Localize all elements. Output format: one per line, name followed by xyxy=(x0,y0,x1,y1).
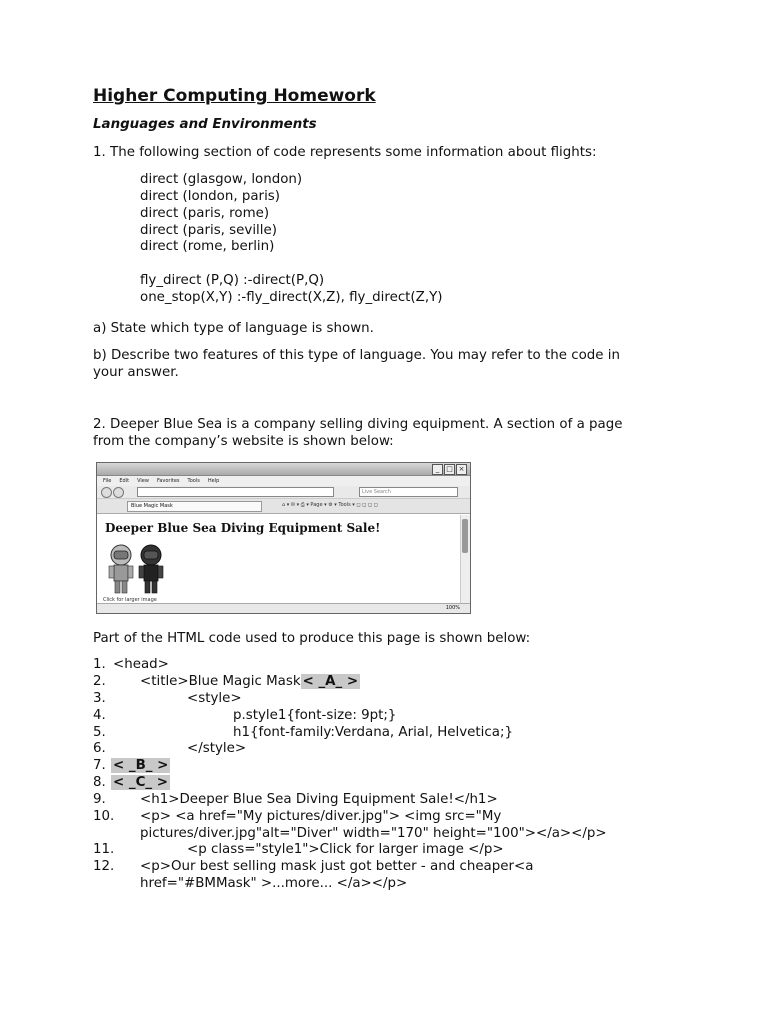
toolbar-icons: ⌂ ▾ ✉ ▾ ⎙ ▾ Page ▾ ⚙ ▾ Tools ▾ ◻ ◻ ◻ ◻ xyxy=(282,502,378,508)
code-line: <h1>Deeper Blue Sea Diving Equipment Sale!</h1> xyxy=(140,792,498,807)
search-field: Live Search xyxy=(359,487,458,497)
menu-help: Help xyxy=(207,478,220,484)
q1-rule: one_stop(X,Y) :-fly_direct(X,Z), fly_direct(Z,Y) xyxy=(140,290,443,305)
browser-tab: Blue Magic Mask xyxy=(127,501,262,512)
code-line-cont: pictures/diver.jpg"alt="Diver" width="170" height="100"></a></p> xyxy=(140,826,607,841)
browser-address-bar xyxy=(97,486,470,499)
code-line-num: 12. xyxy=(93,859,115,874)
code-line: <p>Our best selling mask just got better - and cheaper<a xyxy=(140,859,534,874)
code-line: p.style1{font-size: 9pt;} xyxy=(233,708,397,723)
code-line: <head> xyxy=(113,657,169,672)
maximize-icon: □ xyxy=(444,464,455,475)
blank-b: < _B_ > xyxy=(113,758,169,773)
browser-titlebar xyxy=(97,463,470,476)
q1-fact: direct (rome, berlin) xyxy=(140,239,275,254)
code-line-num: 11. xyxy=(93,842,115,857)
code-line xyxy=(111,757,170,774)
code-line-num: 3. xyxy=(93,691,106,706)
diver-icon xyxy=(139,545,163,593)
code-line: h1{font-family:Verdana, Arial, Helvetica;} xyxy=(233,725,513,740)
screenshot-heading: Deeper Blue Sea Diving Equipment Sale! xyxy=(105,521,381,535)
code-line xyxy=(140,673,360,690)
page-title: Higher Computing Homework xyxy=(93,86,376,106)
q1-intro: 1. The following section of code represents some information about flights: xyxy=(93,145,597,160)
browser-scrollbar xyxy=(460,515,470,603)
q1-fact: direct (london, paris) xyxy=(140,189,280,204)
browser-tabbar xyxy=(97,499,470,514)
close-icon: × xyxy=(456,464,467,475)
q2-intro-cont: from the company’s website is shown below: xyxy=(93,434,394,449)
code-line-num: 1. xyxy=(93,657,106,672)
menu-favorites: Favorites xyxy=(156,478,180,484)
code-line: </style> xyxy=(187,741,247,756)
diver-icon xyxy=(109,545,133,593)
minimize-icon: _ xyxy=(432,464,443,475)
q1-rule: fly_direct (P,Q) :-direct(P,Q) xyxy=(140,273,325,288)
code-line-num: 8. xyxy=(93,775,106,790)
q1-fact: direct (paris, rome) xyxy=(140,206,270,221)
code-line-cont: href="#BMMask" >...more... </a></p> xyxy=(140,876,408,891)
browser-page-content xyxy=(97,515,459,603)
code-line: <p> <a href="My pictures/diver.jpg"> <img src="My xyxy=(140,809,502,824)
q2-intro: 2. Deeper Blue Sea is a company selling diving equipment. A section of a page xyxy=(93,417,623,432)
blank-c: < _C_ > xyxy=(113,775,168,790)
section-subtitle: Languages and Environments xyxy=(93,117,317,132)
q1-fact: direct (glasgow, london) xyxy=(140,172,303,187)
code-text: <title>Blue Magic Mask xyxy=(140,674,301,689)
code-line xyxy=(111,774,170,791)
code-line-num: 5. xyxy=(93,725,106,740)
q1-part-b: b) Describe two features of this type of language. You may refer to the code in xyxy=(93,348,620,363)
code-line: <style> xyxy=(187,691,242,706)
code-line: <p class="style1">Click for larger image </p> xyxy=(187,842,504,857)
q1-fact: direct (paris, seville) xyxy=(140,223,277,238)
back-icon xyxy=(101,487,112,498)
html-intro: Part of the HTML code used to produce this page is shown below: xyxy=(93,631,531,646)
menu-file: File xyxy=(103,478,112,484)
q1-part-a: a) State which type of language is shown. xyxy=(93,321,374,336)
zoom-level: 100% xyxy=(445,605,460,611)
browser-menubar xyxy=(97,476,470,486)
menu-view: View xyxy=(137,478,149,484)
forward-icon xyxy=(113,487,124,498)
q1-part-b-cont: your answer. xyxy=(93,365,179,380)
code-line-num: 4. xyxy=(93,708,106,723)
code-line-num: 7. xyxy=(93,758,106,773)
divers-image xyxy=(103,541,173,597)
browser-screenshot xyxy=(96,462,471,614)
blank-a: < _A_ > xyxy=(302,674,359,689)
screenshot-caption: Click for larger image xyxy=(103,597,157,603)
code-line-num: 9. xyxy=(93,792,106,807)
browser-statusbar xyxy=(97,603,470,613)
menu-edit: Edit xyxy=(119,478,130,484)
code-line-num: 2. xyxy=(93,674,106,689)
menu-tools: Tools xyxy=(187,478,200,484)
code-line-num: 6. xyxy=(93,741,106,756)
code-line-num: 10. xyxy=(93,809,115,824)
address-field xyxy=(137,487,334,497)
